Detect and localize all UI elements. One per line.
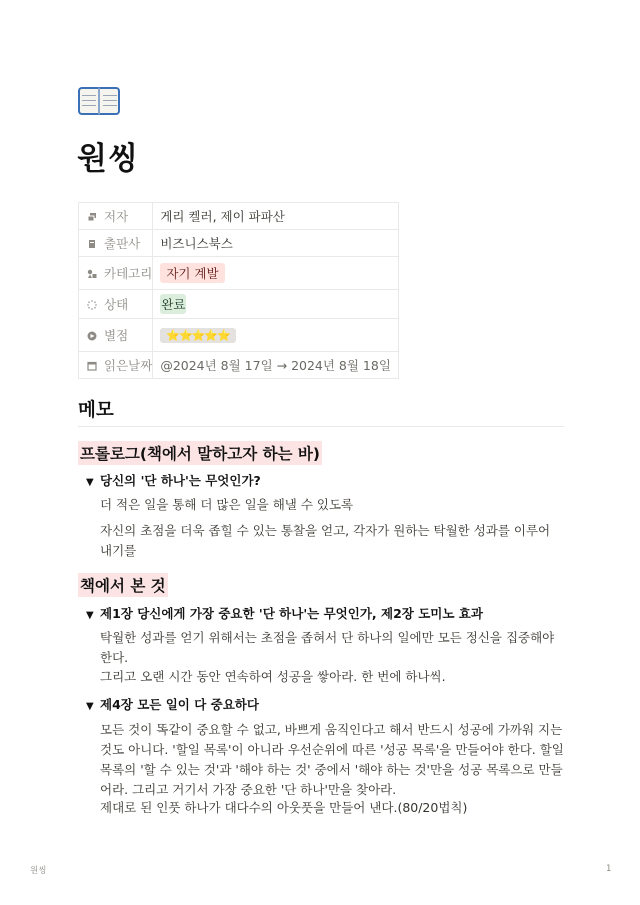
section-heading-prologue: 프롤로그(책에서 말하고자 하는 바) xyxy=(78,441,322,465)
toggle-chapter-4[interactable]: ▼ 제4장 모든 일이 다 중요하다 xyxy=(86,697,259,712)
toggle-open-triangle-icon[interactable]: ▼ xyxy=(86,701,94,712)
status-icon xyxy=(87,298,97,308)
property-row-rating xyxy=(79,319,399,352)
property-row-read-date xyxy=(79,352,399,379)
property-key: 카테고리 xyxy=(79,257,153,290)
toggle-open-triangle-icon[interactable]: ▼ xyxy=(86,477,94,488)
property-key: 별점 xyxy=(79,319,153,352)
paragraph: 제대로 된 인풋 하나가 대다수의 아웃풋을 만들어 낸다.(80/20법칙) xyxy=(100,800,468,815)
toggle-open-triangle-icon[interactable]: ▼ xyxy=(86,610,94,621)
properties-table xyxy=(78,202,399,379)
rating-tag: ⭐⭐⭐⭐⭐ xyxy=(160,328,235,343)
paragraph: 더 적은 일을 통해 더 많은 일을 해낼 수 있도록 xyxy=(100,497,354,512)
toggle-one-thing[interactable]: ▼ 당신의 '단 하나'는 무엇인가? xyxy=(86,473,261,488)
category-icon xyxy=(87,267,97,277)
property-row-status xyxy=(79,290,399,319)
property-row-publisher xyxy=(79,230,399,257)
document-icon xyxy=(87,237,97,247)
property-row-author xyxy=(79,203,399,230)
property-key: 읽은날짜 xyxy=(79,352,153,379)
rating-icon xyxy=(87,329,97,339)
property-value[interactable] xyxy=(153,319,399,352)
calendar-icon xyxy=(87,359,97,369)
status-tag: 완료 xyxy=(160,294,186,314)
open-book-icon xyxy=(77,85,121,128)
property-value[interactable] xyxy=(153,290,399,319)
paragraph: 자신의 초점을 더욱 좁힐 수 있는 통찰을 얻고, 각자가 원하는 탁월한 성과를 이루어 내기를 xyxy=(100,523,551,558)
property-value[interactable]: @2024년 8월 17일 → 2024년 8월 18일 xyxy=(153,352,399,379)
paragraph: 탁월한 성과를 얻기 위해서는 초점을 좁혀서 단 하나의 일에만 모든 정신을 집중해야 한다. xyxy=(100,630,555,665)
category-tag: 자기 계발 xyxy=(160,263,224,283)
memo-heading: 메모 xyxy=(78,400,114,421)
toggle-chapter-1-2[interactable]: ▼ 제1장 당신에게 가장 중요한 '단 하나'는 무엇인가, 제2장 도미노 효과 xyxy=(86,606,483,621)
property-key: 상태 xyxy=(79,290,153,319)
page-number: 1 xyxy=(606,864,612,874)
page-title: 원씽 xyxy=(77,141,139,177)
paragraph: 모든 것이 똑같이 중요할 수 없고, 바쁘게 움직인다고 해서 반드시 성공에 가까워 지는 것도 아니다. '할일 목록'이 아니라 우선순위에 따른 '성공 목록'을 만들어야 한다. 할일 목록의 '할 수 있는 것'과 '해야 하는 것' 중에서 '해야 하는 것'만을 성공 목록으로 만들어라. 그리고 거기서 가장 중요한 '단 하나'만을 찾아라. xyxy=(100,722,564,797)
property-key: 저자 xyxy=(79,203,153,230)
divider xyxy=(78,426,564,427)
people-icon xyxy=(87,210,97,220)
property-row-category xyxy=(79,257,399,290)
paragraph: 그리고 오랜 시간 동안 연속하여 성공을 쌓아라. 한 번에 하나씩. xyxy=(100,669,446,684)
section-heading-book-notes: 책에서 본 것 xyxy=(78,573,168,597)
property-value[interactable] xyxy=(153,257,399,290)
property-key: 출판사 xyxy=(79,230,153,257)
property-value[interactable]: 게리 켈러, 제이 파파산 xyxy=(153,203,399,230)
footer-title: 원씽 xyxy=(30,866,47,876)
property-value[interactable]: 비즈니스북스 xyxy=(153,230,399,257)
